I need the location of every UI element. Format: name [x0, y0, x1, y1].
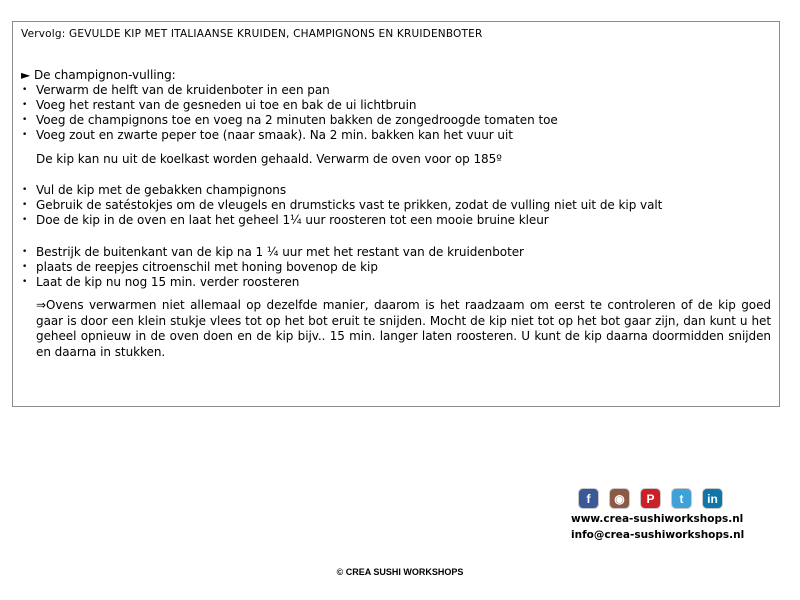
oven-note: ⇒Ovens verwarmen niet allemaal op dezelfde manier, daarom is het raadzaam om eerst te controleren of de kip goed gaar is door een klein stukje vlees tot op het bot eruit te snijden. Mocht de kip niet tot op het bot gaar zijn, dan kunt u het geheel opnieuw in de oven doen en de kip bijv.. 15 min. langer laten roosteren. U kunt de kip daarna doormidden snijden en daarna in stukken.: [36, 298, 771, 359]
email-link[interactable]: info@crea-sushiworkshops.nl: [571, 529, 745, 541]
step-list-b: [21, 183, 771, 228]
list-item: • Gebruik de satéstokjes om de vleugels en drumsticks vast te prikken, zodat de vulling niet uit de kip valt: [21, 198, 771, 213]
social-icons: [578, 488, 723, 509]
page-title: Vervolg: GEVULDE KIP MET ITALIAANSE KRUIDEN, CHAMPIGNONS EN KRUIDENBOTER: [21, 28, 483, 40]
list-item: • plaats de reepjes citroenschil met honing bovenop de kip: [21, 260, 771, 275]
facebook-icon[interactable]: f: [578, 488, 599, 509]
instagram-icon[interactable]: ◉: [609, 488, 630, 509]
step-list-c: [21, 245, 771, 290]
list-item: • Vul de kip met de gebakken champignons: [21, 183, 771, 198]
list-item: • Voeg zout en zwarte peper toe (naar smaak). Na 2 min. bakken kan het vuur uit: [21, 128, 771, 143]
list-item: • Bestrijk de buitenkant van de kip na 1 ¼ uur met het restant van de kruidenboter: [21, 245, 771, 260]
contact-info: [571, 511, 744, 543]
list-item: • Laat de kip nu nog 15 min. verder roosteren: [21, 275, 771, 290]
pinterest-icon[interactable]: P: [640, 488, 661, 509]
list-item: • Doe de kip in de oven en laat het geheel 1¼ uur roosteren tot een mooie bruine kleur: [21, 213, 771, 228]
step-list-a: [21, 83, 771, 143]
recipe-content-box: [12, 21, 780, 407]
twitter-icon[interactable]: t: [671, 488, 692, 509]
recipe-body: [21, 68, 771, 360]
section-heading: ► De champignon-vulling:: [21, 68, 176, 82]
website-link[interactable]: www.crea-sushiworkshops.nl: [571, 513, 744, 525]
oven-paragraph: De kip kan nu uit de koelkast worden gehaald. Verwarm de oven voor op 185º: [36, 152, 502, 166]
list-item: • Voeg de champignons toe en voeg na 2 minuten bakken de zongedroogde tomaten toe: [21, 113, 771, 128]
list-item: • Verwarm de helft van de kruidenboter in een pan: [21, 83, 771, 98]
copyright-text: © CREA SUSHI WORKSHOPS: [336, 567, 464, 577]
linkedin-icon[interactable]: in: [702, 488, 723, 509]
list-item: • Voeg het restant van de gesneden ui toe en bak de ui lichtbruin: [21, 98, 771, 113]
